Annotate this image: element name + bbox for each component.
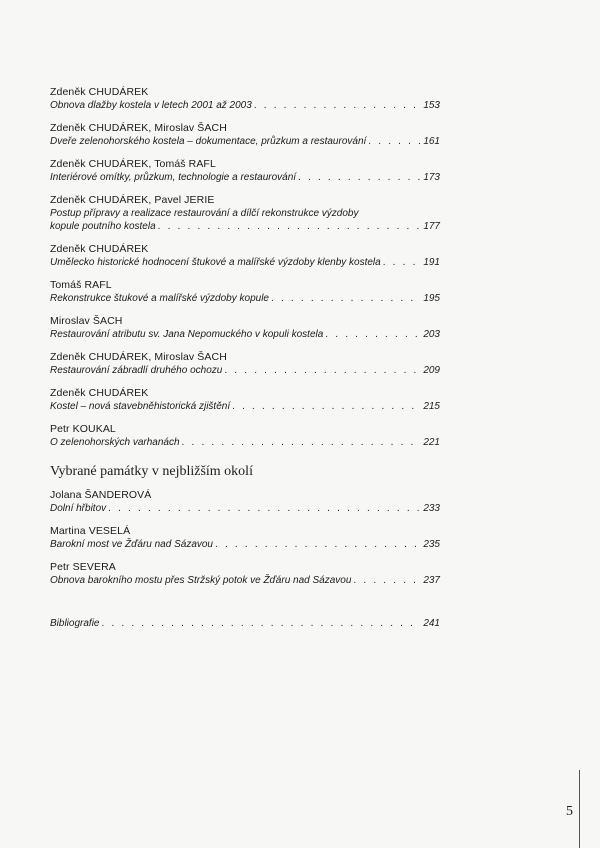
entry-title: O zelenohorských varhanách	[50, 437, 180, 448]
toc-entry	[50, 243, 440, 269]
entry-title: Umělecko historické hodnocení štukové a malířské výzdoby klenby kostela	[50, 257, 381, 268]
section-entries	[50, 489, 440, 587]
page-number: 5	[566, 804, 573, 819]
entry-page: 215	[423, 401, 440, 412]
dot-leader	[325, 328, 421, 341]
entry-author: Zdeněk CHUDÁREK, Miroslav ŠACH	[50, 122, 227, 134]
entry-author: Petr SEVERA	[50, 561, 116, 573]
entry-title: Obnova barokního mostu přes Stržský potok ve Žďáru nad Sázavou	[50, 575, 352, 586]
dot-leader	[158, 220, 422, 233]
dot-leader	[368, 135, 421, 148]
dot-leader	[232, 400, 421, 413]
entry-page: 221	[423, 437, 440, 448]
entry-author: Zdeněk CHUDÁREK	[50, 243, 149, 255]
entry-author: Jolana ŠANDEROVÁ	[50, 489, 152, 501]
dot-leader	[383, 256, 422, 269]
entry-title: Restaurování atributu sv. Jana Nepomuckého v kopuli kostela	[50, 329, 324, 340]
entry-title-line	[50, 328, 440, 341]
toc-entry	[50, 158, 440, 184]
toc-entry	[50, 423, 440, 449]
entry-title-line	[50, 538, 440, 551]
entry-author: Tomáš RAFL	[50, 279, 112, 291]
edge-rule	[579, 770, 580, 848]
entry-page: 161	[423, 136, 440, 147]
entry-author: Miroslav ŠACH	[50, 315, 123, 327]
entry-page: 233	[423, 503, 440, 514]
entry-title-line	[50, 292, 440, 305]
entry-title: Obnova dlažby kostela v letech 2001 až 2003	[50, 100, 252, 111]
entry-page: 195	[423, 293, 440, 304]
table-of-contents	[50, 86, 440, 630]
dot-leader	[353, 574, 421, 587]
dot-leader	[224, 364, 421, 377]
toc-entry	[50, 561, 440, 587]
entry-title-line	[50, 436, 440, 449]
entry-title-line	[50, 574, 440, 587]
toc-entries	[50, 86, 440, 449]
entry-title-line	[50, 171, 440, 184]
toc-entry	[50, 387, 440, 413]
dot-leader	[298, 171, 421, 184]
entry-title: Restaurování zábradlí druhého ochozu	[50, 365, 223, 376]
entry-title: Dveře zelenohorského kostela – dokumentace, průzkum a restaurování	[50, 136, 367, 147]
toc-entry	[50, 86, 440, 112]
toc-entry	[50, 122, 440, 148]
dot-leader	[101, 617, 421, 630]
dot-leader	[215, 538, 421, 551]
entry-author: Zdeněk CHUDÁREK	[50, 387, 149, 399]
entry-page: 191	[423, 257, 440, 268]
entry-title: Dolní hřbitov	[50, 503, 107, 514]
bibliography-page: 241	[423, 618, 440, 629]
entry-page: 209	[423, 365, 440, 376]
toc-entry	[50, 194, 440, 233]
entry-title-line	[50, 364, 440, 377]
entry-title: kopule poutního kostela	[50, 221, 156, 232]
entry-title-line	[50, 220, 440, 233]
entry-page: 235	[423, 539, 440, 550]
entry-author: Zdeněk CHUDÁREK, Miroslav ŠACH	[50, 351, 227, 363]
entry-title: Interiérové omítky, průzkum, technologie a restaurování	[50, 172, 297, 183]
entry-title-line	[50, 400, 440, 413]
entry-title-line	[50, 256, 440, 269]
dot-leader	[271, 292, 421, 305]
entry-author: Zdeněk CHUDÁREK, Tomáš RAFL	[50, 158, 216, 170]
entry-author: Zdeněk CHUDÁREK, Pavel JERIE	[50, 194, 215, 206]
bibliography-line	[50, 617, 440, 630]
entry-page: 153	[423, 100, 440, 111]
bibliography-title: Bibliografie	[50, 618, 100, 629]
section-heading: Vybrané památky v nejbližším okolí	[50, 464, 253, 479]
toc-entry	[50, 279, 440, 305]
entry-author: Petr KOUKAL	[50, 423, 116, 435]
entry-page: 203	[423, 329, 440, 340]
entry-title-line	[50, 135, 440, 148]
dot-leader	[182, 436, 422, 449]
toc-entry	[50, 315, 440, 341]
entry-page: 173	[423, 172, 440, 183]
entry-title: Rekonstrukce štukové a malířské výzdoby kopule	[50, 293, 269, 304]
entry-title: Postup přípravy a realizace restaurování a dílčí rekonstrukce výzdoby	[50, 208, 359, 219]
dot-leader	[254, 99, 422, 112]
entry-title: Kostel – nová stavebněhistorická zjištění	[50, 401, 231, 412]
entry-page: 177	[423, 221, 440, 232]
dot-leader	[108, 502, 421, 515]
toc-entry	[50, 351, 440, 377]
toc-entry	[50, 525, 440, 551]
entry-title: Barokní most ve Žďáru nad Sázavou	[50, 539, 213, 550]
entry-title-line	[50, 99, 440, 112]
entry-author: Martina VESELÁ	[50, 525, 131, 537]
entry-title-line	[50, 502, 440, 515]
entry-page: 237	[423, 575, 440, 586]
entry-author: Zdeněk CHUDÁREK	[50, 86, 149, 98]
toc-entry	[50, 489, 440, 515]
